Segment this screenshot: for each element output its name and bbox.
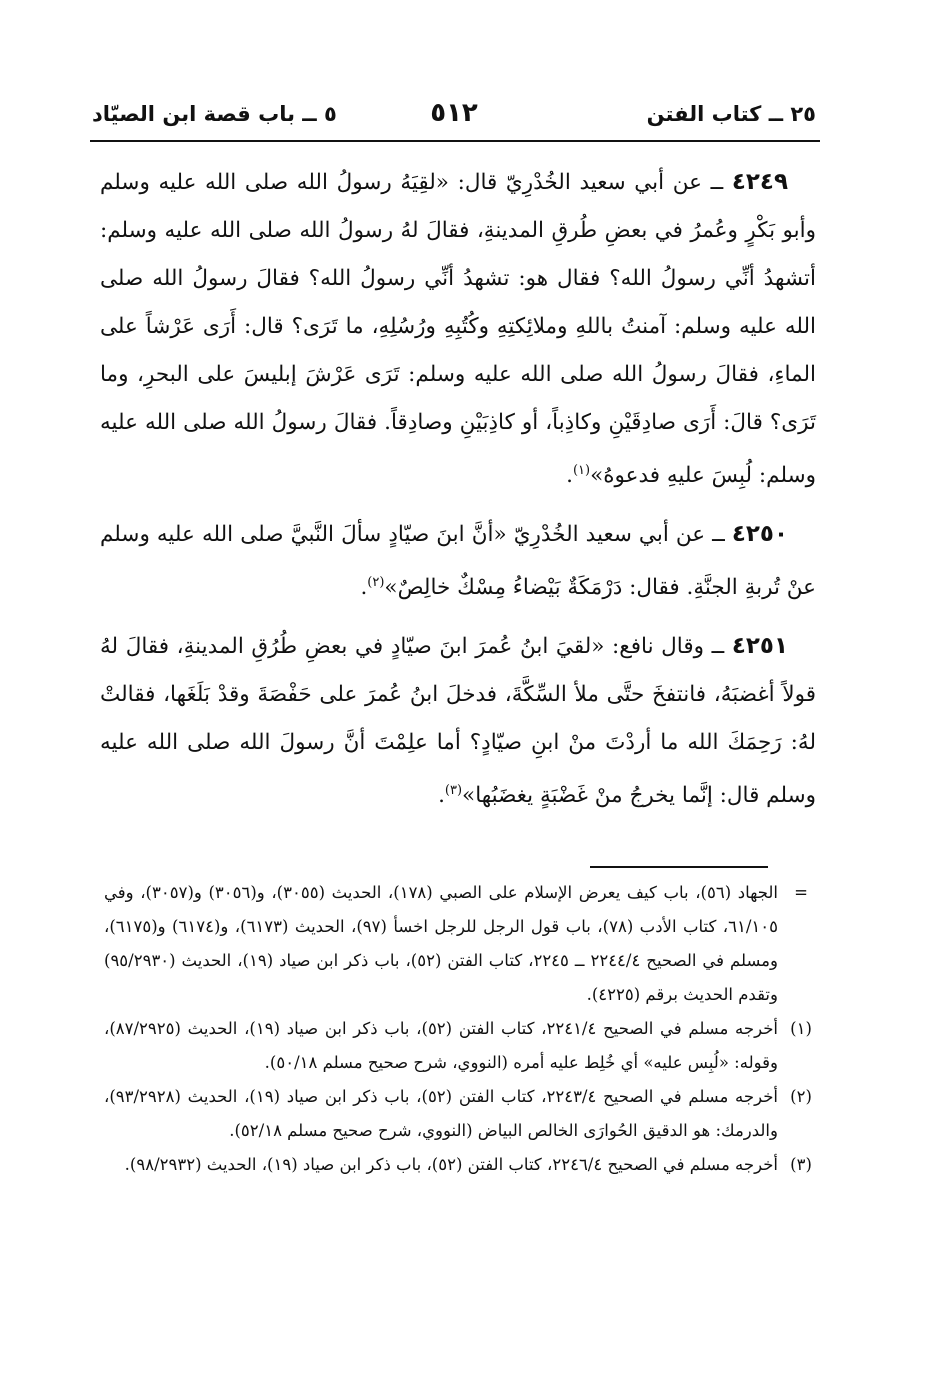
footnote-ref: (٣) bbox=[444, 783, 463, 799]
hadith-text: عن أبي سعيد الخُدْرِيّ «أنَّ ابنَ صيّادٍ سألَ النَّبيَّ صلى الله عليه وسلم عنْ تُربةِ الجنَّةِ. فقال: دَرْمَكَةٌ بَيْضاءُ مِسْكٌ خالِصٌ» bbox=[100, 522, 816, 601]
footnote-ref: (١) bbox=[572, 463, 591, 478]
footnote-text: أخرجه مسلم في الصحيح ٢٢٤٣/٤، كتاب الفتن (٥٢)، باب ذكر ابن صياد (١٩)، الحديث (٩٣/٢٩٢٨)، والدرمك: هو الدقيق الحُوارَى الخالص البياض (النووي، شرح صحيح مسلم ٥٢/١٨). bbox=[104, 1087, 778, 1140]
footnote-2 bbox=[104, 1080, 818, 1148]
footnote-marker: (٢) bbox=[790, 1087, 812, 1106]
header-divider bbox=[90, 140, 820, 142]
page-number: ٥١٢ bbox=[430, 98, 478, 128]
hadith-4250: ٤٢٥٠ ــ عن أبي سعيد الخُدْرِيّ «أنَّ ابنَ صيّادٍ سألَ النَّبيَّ صلى الله عليه وسلم عنْ تُربةِ الجنَّةِ. فقال: دَرْمَكَةٌ بَيْضاءُ مِسْكٌ خالِصٌ»$^{(٢)}$. bbox=[100, 521, 816, 601]
hadith-number: ٤٢٤٩ bbox=[731, 169, 788, 195]
hadith-4251: ٤٢٥١ ــ وقال نافع: «لقيَ ابنُ عُمرَ ابنَ صيّادٍ في بعضِ طُرُقِ المدينةِ، فقالَ لهُ قولاً أغضبَهُ، فانتفخَ حتَّى ملأ السِّكَّةَ، فدخلَ ابنُ عُمرَ على حَفْصَةَ وقدْ بَلَغَها، فقالتْ لهُ: رَحِمَكَ الله ما أردْتَ منْ ابنِ صيّادٍ؟ أما علِمْتَ أنَّ رسولَ الله صلى الله عليه وسلم قال: إنَّما يخرجُ منْ غَضْبَةٍ يغضَبُها»$^{(٣)}$. bbox=[100, 633, 816, 809]
hadith-number: ٤٢٥١ bbox=[731, 633, 788, 660]
hadith-4249: ٤٢٤٩ ــ عن أبي سعيد الخُدْرِيّ قال: «لقِيَهُ رسولُ الله صلى الله عليه وسلم وأبو بَكْرٍ وعُمرُ في بعضِ طُرقِ المدينةِ، فقالَ لهُ رسولُ الله صلى الله عليه وسلم: أتشهدُ أنِّي رسولُ الله؟ فقال هو: تشهدُ أنِّي رسولُ الله؟ فقالَ رسولُ الله صلى الله عليه وسلم: آمنتُ باللهِ وملائِكتِهِ وكُتُبِهِ ورُسُلِهِ، ما تَرَى؟ قال: أَرَى عَرْشاً على الماءِ، فقالَ رسولُ الله صلى الله عليه وسلم: تَرَى عَرْشَ إبليسَ على البحرِ، وما تَرَى؟ قالَ: أَرَى صادِقَيْنِ وكاذِباً، أو كاذِبَيْنِ وصادِقاً. فقالَ رسولُ الله صلى الله عليه وسلم: لُبِسَ عليهِ فدعوهُ»$^{(١)}$. bbox=[100, 169, 816, 489]
footnote-text: الجهاد (٥٦)، باب كيف يعرض الإسلام على الصبي (١٧٨)، الحديث (٣٠٥٥)، و(٣٠٥٦) و(٣٠٥٧)، وفي ٦١/١٠٥، كتاب الأدب (٧٨)، باب قول الرجل للرجل اخسأ (٩٧)، الحديث (٦١٧٣)، و(٦١٧٤) و(٦١٧٥)، ومسلم في الصحيح ٢٢٤٤/٤ ــ ٢٢٤٥، كتاب الفتن (٥٢)، باب ذكر ابن صياد (١٩)، الحديث (٩٥/٢٩٣٠) وتقدم الحديث برقم (٤٢٢٥). bbox=[104, 883, 778, 1004]
page-header bbox=[92, 96, 816, 136]
hadith-text: وقال نافع: «لقيَ ابنُ عُمرَ ابنَ صيّادٍ في بعضِ طُرُقِ المدينةِ، فقالَ لهُ قولاً أغضبَهُ، فانتفخَ حتَّى ملأ السِّكَّةَ، فدخلَ ابنُ عُمرَ على حَفْصَةَ وقدْ بَلَغَها، فقالتْ لهُ: رَحِمَكَ الله ما أردْتَ منْ ابنِ صيّادٍ؟ أما علِمْتَ أنَّ رسولَ الله صلى الله عليه وسلم قال: إنَّما يخرجُ منْ غَضْبَةٍ يغضَبُها» bbox=[100, 634, 816, 809]
hadith-dash: ــ bbox=[704, 634, 732, 660]
footnote-3 bbox=[104, 1148, 818, 1182]
footnote-divider bbox=[590, 866, 768, 868]
chapter-title: ٢٥ ــ كتاب الفتن bbox=[646, 102, 816, 126]
footnote-1 bbox=[104, 1012, 818, 1080]
footnote-marker: = bbox=[794, 883, 808, 902]
footnotes bbox=[104, 876, 818, 1182]
footnote-text: أخرجه مسلم في الصحيح ٢٢٤٦/٤، كتاب الفتن (٥٢)، باب ذكر ابن صياد (١٩)، الحديث (٩٨/٢٩٣٢). bbox=[124, 1155, 778, 1174]
footnote-ref: (٢) bbox=[367, 575, 385, 591]
footnote-marker: (٣) bbox=[790, 1155, 812, 1174]
footnote-text: أخرجه مسلم في الصحيح ٢٢٤١/٤، كتاب الفتن (٥٢)، باب ذكر ابن صياد (١٩)، الحديث (٨٧/٢٩٢٥)، وقوله: «لُبِس عليه» أي خُلِط عليه أمره (النووي، شرح صحيح مسلم ٥٠/١٨). bbox=[104, 1019, 778, 1072]
hadith-dash: ــ bbox=[705, 522, 732, 548]
hadith-number: ٤٢٥٠ bbox=[731, 521, 788, 548]
hadith-dash: ــ bbox=[701, 170, 732, 195]
footnote-marker: (١) bbox=[790, 1019, 812, 1038]
section-title: ٥ ــ باب قصة ابن الصيّاد bbox=[92, 102, 337, 126]
hadith-text: عن أبي سعيد الخُدْرِيّ قال: «لقِيَهُ رسولُ الله صلى الله عليه وسلم وأبو بَكْرٍ وعُمرُ في بعضِ طُرقِ المدينةِ، فقالَ لهُ رسولُ الله صلى الله عليه وسلم: أتشهدُ أنِّي رسولُ الله؟ فقال هو: تشهدُ أنِّي رسولُ الله؟ فقالَ رسولُ الله صلى الله عليه وسلم: آمنتُ باللهِ وملائِكتِهِ وكُتُبِهِ ورُسُلِهِ، ما تَرَى؟ قال: أَرَى عَرْشاً على الماءِ، فقالَ رسولُ الله صلى الله عليه وسلم: تَرَى عَرْشَ إبليسَ على البحرِ، وما تَرَى؟ قالَ: أَرَى صادِقَيْنِ وكاذِباً، أو كاذِبَيْنِ وصادِقاً. فقالَ رسولُ الله صلى الله عليه وسلم: لُبِسَ عليهِ فدعوهُ» bbox=[100, 170, 816, 489]
footnote-continued bbox=[104, 876, 818, 1012]
main-text bbox=[100, 158, 816, 830]
